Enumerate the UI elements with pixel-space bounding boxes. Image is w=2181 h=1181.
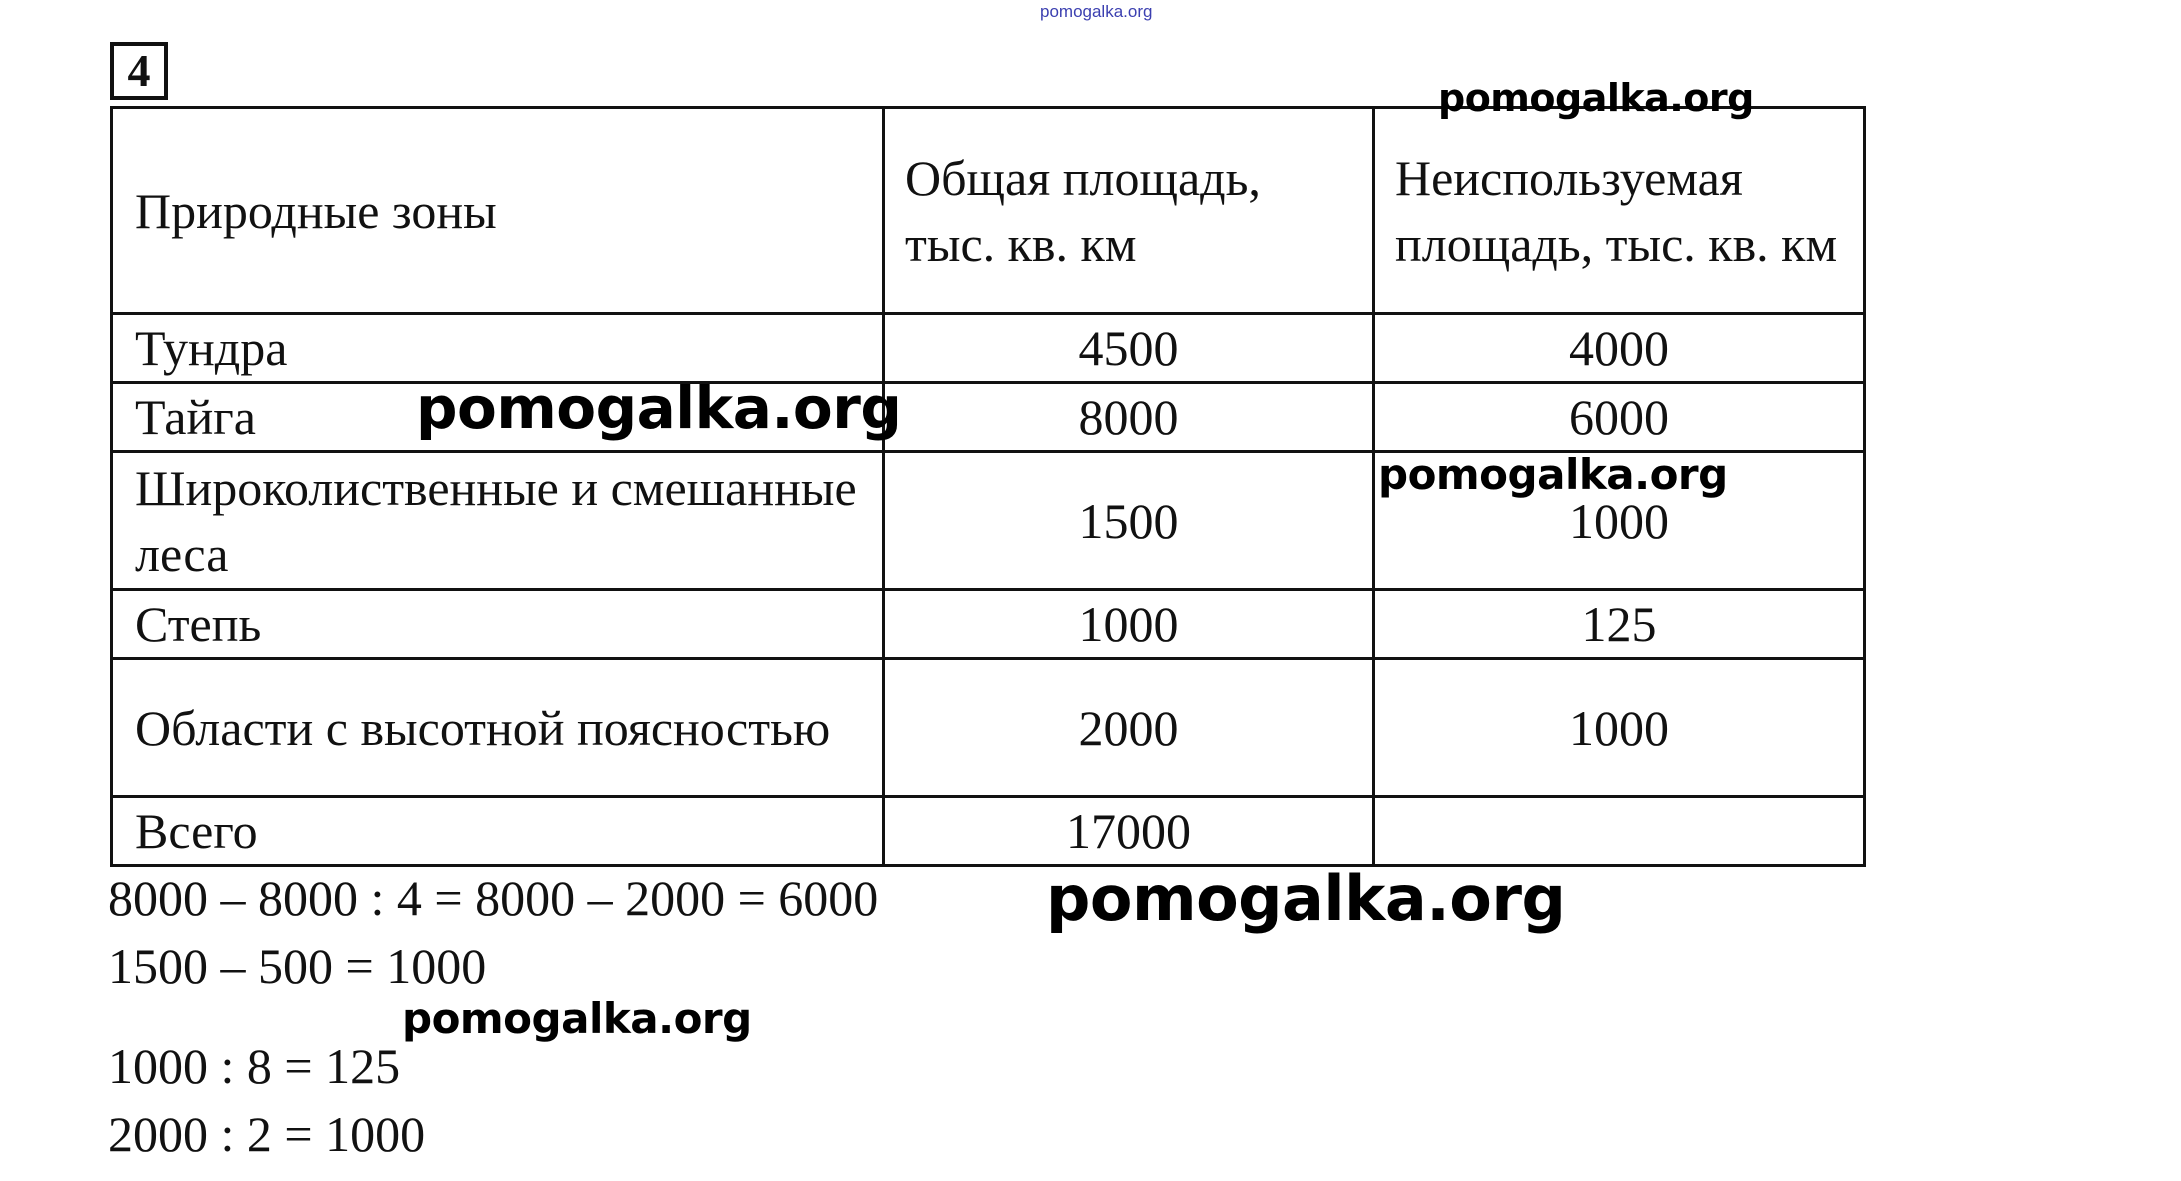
calculation-line-4: 2000 : 2 = 1000 bbox=[108, 1106, 426, 1162]
table-row bbox=[112, 590, 1865, 659]
unused-area: 4000 bbox=[1374, 314, 1865, 383]
watermark-header: pomogalka.org bbox=[1438, 76, 1754, 120]
zone-name: Тундра bbox=[112, 314, 884, 383]
unused-area: 1000 bbox=[1374, 452, 1865, 590]
header-unused-area: Неиспользуемая площадь, тыс. кв. км bbox=[1374, 108, 1865, 314]
calculation-line-1: 8000 – 8000 : 4 = 8000 – 2000 = 6000 bbox=[108, 870, 879, 926]
table-header-row bbox=[112, 108, 1865, 314]
watermark-forest: pomogalka.org bbox=[1378, 450, 1728, 499]
total-area: 1500 bbox=[884, 452, 1374, 590]
zone-name: Широколиственные и смешанные леса bbox=[112, 452, 884, 590]
calculation-line-2: 1500 – 500 = 1000 bbox=[108, 938, 487, 994]
zone-name: Тайга bbox=[112, 383, 884, 452]
unused-area: 125 bbox=[1374, 590, 1865, 659]
total-area: 1000 bbox=[884, 590, 1374, 659]
header-total-area: Общая площадь, тыс. кв. км bbox=[884, 108, 1374, 314]
header-zone: Природные зоны bbox=[112, 108, 884, 314]
total-area: 4500 bbox=[884, 314, 1374, 383]
total-area: 17000 bbox=[884, 797, 1374, 866]
watermark-between-calcs: pomogalka.org bbox=[402, 994, 752, 1043]
calculation-line-3: 1000 : 8 = 125 bbox=[108, 1038, 401, 1094]
watermark-taiga: pomogalka.org bbox=[416, 374, 902, 442]
unused-area bbox=[1374, 797, 1865, 866]
total-area: 2000 bbox=[884, 659, 1374, 797]
table-row-total bbox=[112, 797, 1865, 866]
zone-name: Области с высотной поясностью bbox=[112, 659, 884, 797]
total-area: 8000 bbox=[884, 383, 1374, 452]
table-row bbox=[112, 659, 1865, 797]
unused-area: 1000 bbox=[1374, 659, 1865, 797]
unused-area: 6000 bbox=[1374, 383, 1865, 452]
table-row bbox=[112, 383, 1865, 452]
zone-name: Всего bbox=[112, 797, 884, 866]
zone-name: Степь bbox=[112, 590, 884, 659]
task-number-box: 4 bbox=[110, 42, 168, 100]
top-watermark: pomogalka.org bbox=[1040, 2, 1153, 21]
watermark-calc: pomogalka.org bbox=[1046, 862, 1566, 935]
table-row bbox=[112, 314, 1865, 383]
